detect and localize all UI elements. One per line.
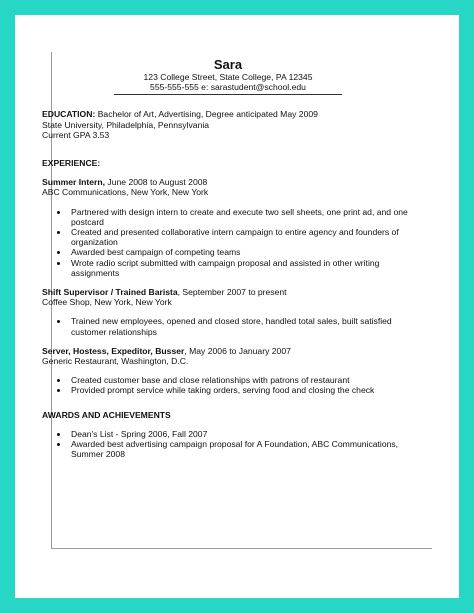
list-item: • Dean's List - Spring 2006, Fall 2007: [69, 429, 414, 439]
job-3: [42, 346, 414, 396]
experience-heading: EXPERIENCE:: [42, 158, 101, 169]
job-org: Coffee Shop, New York, New York: [42, 297, 172, 308]
education-gpa: Current GPA 3.53: [42, 129, 110, 140]
list-item: • Created and presented collaborative intern campaign to entire agency and founders of organization: [69, 227, 414, 247]
contact-line: 555-555-555 e: sarastudent@school.edu: [150, 82, 306, 93]
awards-bullets: [42, 429, 414, 460]
job-bullets: [42, 207, 414, 278]
job-2: [42, 287, 414, 337]
job-dates: , May 2006 to January 2007: [184, 345, 291, 356]
job-dates: , September 2007 to present: [177, 287, 287, 298]
resume-content: [42, 57, 414, 459]
job-title-line: [42, 287, 414, 297]
address-line: 123 College Street, State College, PA 12345: [143, 72, 313, 82]
job-title-line: [42, 177, 414, 187]
job-title-line: [42, 346, 414, 356]
list-item: • Partnered with design intern to create and execute two sell sheets, one print ad, and one postcard: [69, 207, 414, 227]
job-bullets: [42, 316, 414, 336]
list-item: • Created customer base and close relationships with patrons of restaurant: [69, 375, 414, 385]
list-item: • Provided prompt service while taking orders, serving food and closing the check: [69, 385, 414, 395]
list-item: • Awarded best campaign of competing teams: [69, 247, 414, 257]
education-degree: Bachelor of Art, Advertising, Degree anticipated May 2009: [95, 109, 318, 120]
job-dates: June 2008 to August 2008: [105, 177, 208, 188]
education-section: [42, 109, 414, 140]
awards-heading: AWARDS AND ACHIEVEMENTS: [42, 409, 171, 420]
job-1: [42, 177, 414, 278]
list-item: • Wrote radio script submitted with campaign proposal and assisted in other writing assignments: [69, 258, 414, 278]
job-org: Generic Restaurant, Washington, D.C.: [42, 356, 189, 367]
education-school: State University, Philadelphia, Pennsylvania: [42, 119, 210, 130]
awards-section: [42, 410, 414, 460]
experience-section: [42, 158, 414, 396]
job-org: ABC Communications, New York, New York: [42, 187, 209, 198]
job-title: Summer Intern,: [42, 177, 106, 188]
job-bullets: [42, 375, 414, 395]
job-title: Server, Hostess, Expeditor, Busser: [42, 345, 185, 356]
list-item: • Trained new employees, opened and closed store, handled total sales, built satisfied customer relationships: [69, 316, 414, 336]
education-heading: EDUCATION:: [42, 109, 96, 120]
list-item: • Awarded best advertising campaign proposal for A Foundation, ABC Communications, Summer 2008: [69, 439, 414, 459]
candidate-name: Sara: [213, 57, 243, 72]
job-title: Shift Supervisor / Trained Barista: [42, 287, 178, 298]
header-rule: [114, 94, 342, 95]
education-line: [42, 109, 414, 119]
